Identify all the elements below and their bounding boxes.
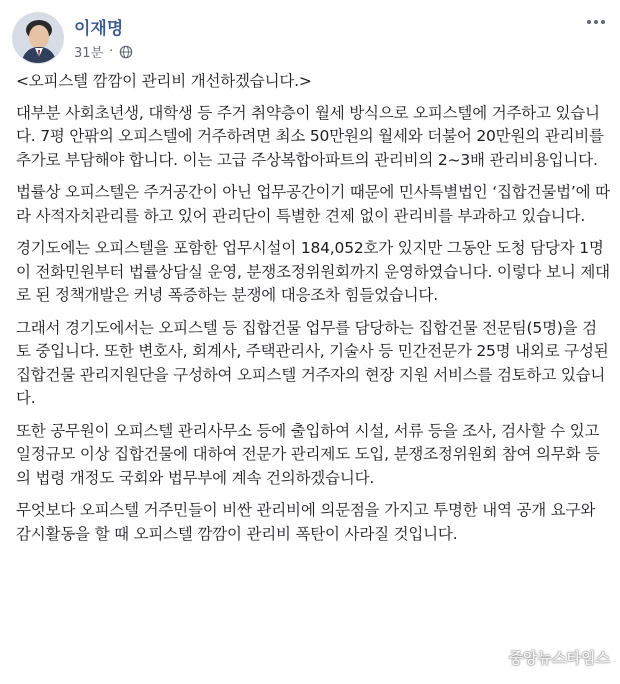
avatar[interactable] — [12, 12, 64, 64]
globe-icon[interactable] — [119, 45, 133, 59]
paragraph-1: 대부분 사회초년생, 대학생 등 주거 취약층이 월세 방식으로 오피스텔에 거주하고 있습니다. 7평 안팎의 오피스텔에 거주하려면 최소 50만원의 월세와 더불어 20만원의 관리비를 추가로 부담해야 합니다. 이는 고급 주상복합아파트의 관리비의 2~3배 관리비용입니다. — [16, 103, 604, 169]
paragraph-6: 무엇보다 오피스텔 거주민들이 비싼 관리비에 의문점을 가지고 투명한 내역 공개 요구와 감시활동을 할 때 오피스텔 깜깜이 관리비 폭탄이 사라질 것입니다. — [16, 501, 596, 543]
avatar-portrait-icon — [13, 13, 64, 64]
post-header — [12, 12, 608, 64]
post-body — [16, 70, 610, 555]
paragraph-3: 경기도에는 오피스텔을 포함한 업무시설이 184,052호가 있지만 그동안 도청 담당자 1명이 전화민원부터 법률상담실 운영, 분쟁조정위원회까지 운영하였습니다. 이렇다 보니 제대로 된 정책개발은 커녕 폭증하는 분쟁에 대응조차 힘들었습니다. — [16, 239, 610, 304]
paragraph-4: 그래서 경기도에서는 오피스텔 등 집합건물 업무를 담당하는 집합건물 전문팀(5명)을 검토 중입니다. 또한 변호사, 회계사, 주택관리사, 기술사 등 민간전문가 25명 내외로 구성된 집합건물 관리지원단을 구성하여 오피스텔 거주자의 현장 지원 서비스를 검토하고 있습니다. — [16, 318, 609, 407]
watermark: 중앙뉴스타임스 — [508, 649, 610, 667]
paragraph-2: 법률상 오피스텔은 주거공간이 아닌 업무공간이기 때문에 민사특별법인 ‘집합건물법’에 따라 사적자치관리를 하고 있어 관리단이 특별한 견제 없이 관리비를 부과하고 있습니다. — [16, 183, 610, 225]
post-title: <오피스텔 깜깜이 관리비 개선하겠습니다.> — [16, 72, 312, 90]
author-name[interactable]: 이재명 — [74, 19, 124, 39]
paragraph-5: 또한 공무원이 오피스텔 관리사무소 등에 출입하여 시설, 서류 등을 조사, 검사할 수 있고 일정규모 이상 집합건물에 대하여 전문가 관리제도 도입, 분쟁조정위원회 참여 의무화 등의 법령 개정도 국회와 법무부에 계속 건의하겠습니다. — [16, 421, 600, 487]
post-time[interactable]: 31분 — [74, 46, 104, 61]
more-options-icon[interactable] — [584, 14, 608, 30]
post-meta: 31분 · — [74, 42, 133, 61]
